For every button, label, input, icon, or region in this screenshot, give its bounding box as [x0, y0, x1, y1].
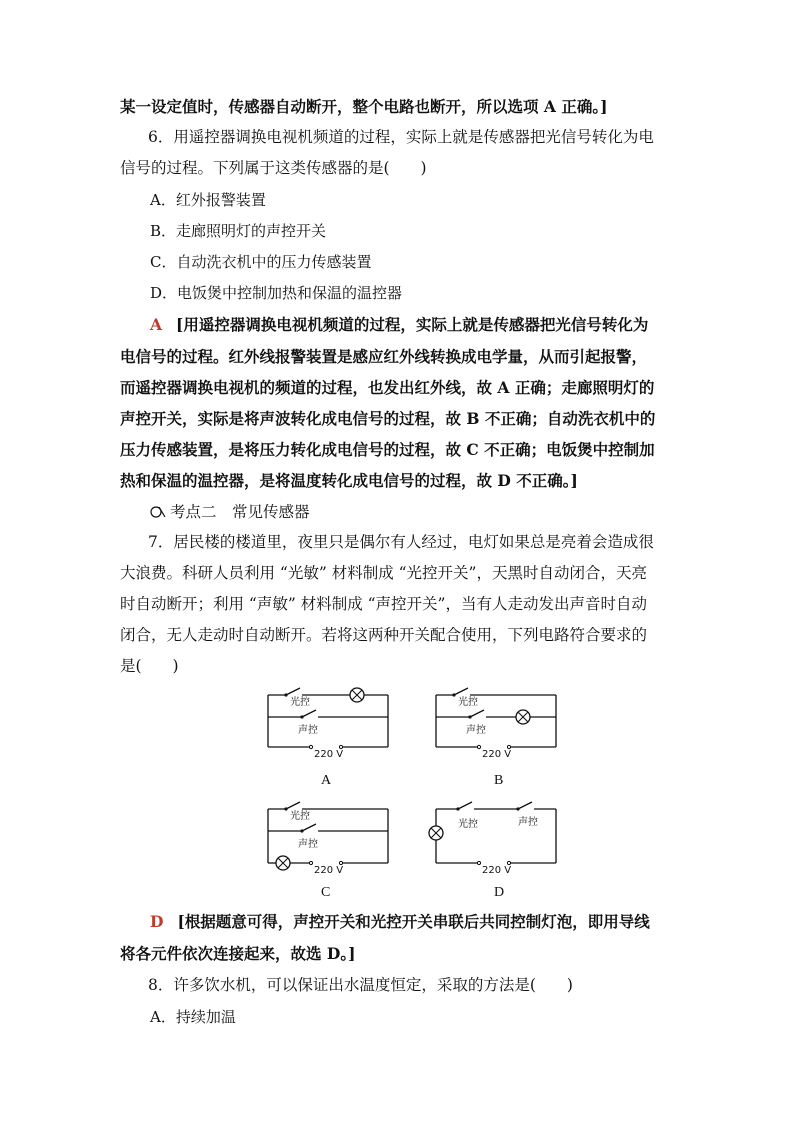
q7-stem-line4: 闭合，无人走动时自动断开。若将这两种开关配合使用，下列电路符合要求的 [120, 626, 648, 644]
q6-stem-line1: 6．用遥控器调换电视机频道的过程，实际上就是传感器把光信号转化为电 [148, 128, 654, 146]
q6-option-c: C．自动洗衣机中的压力传感装置 [150, 253, 372, 271]
circuit-c-label: C [321, 885, 331, 900]
circuit-b-label: B [494, 773, 504, 788]
q6-explanation-line5: 压力传感装置，是将压力转化成电信号的过程，故 C 不正确；电饭煲中控制加 [120, 440, 655, 459]
circuit-d-voltage: 220 V [482, 865, 512, 876]
circuit-b-sound-label: 声控 [466, 725, 486, 736]
circuit-c-sound-label: 声控 [298, 839, 318, 850]
q6-explanation-line2: 电信号的过程。红外线报警装置是感应红外线转换成电学量，从而引起报警， [120, 347, 648, 366]
q7-explanation-line2: 将各元件依次连接起来，故选 D。] [120, 944, 356, 963]
circuit-d [430, 797, 565, 881]
q6-explanation-line4: 声控开关，实际是将声波转化成电信号的过程，故 B 不正确；自动洗衣机中的 [120, 409, 656, 428]
q7-explanation-text1: [根据题意可得，声控开关和光控开关串联后共同控制灯泡，即用导线 [177, 912, 650, 931]
circuit-d-light-label: 光控 [458, 819, 478, 830]
q7-stem-line5: 是( ) [120, 657, 179, 675]
q6-stem-line2: 信号的过程。下列属于这类传感器的是( ) [120, 159, 427, 177]
circuit-b [430, 685, 565, 764]
q6-explanation-line6: 热和保温的温控器，是将温度转化成电信号的过程，故 D 不正确。] [120, 471, 578, 490]
circuit-b-light-label: 光控 [458, 697, 478, 708]
section-title-text: 考点二 常见传感器 [170, 503, 310, 521]
circuit-c-voltage: 220 V [314, 865, 344, 876]
q6-explanation-text1: [用遥控器调换电视机频道的过程，实际上就是传感器把光信号转化为 [176, 315, 649, 334]
q6-explanation-line1 [150, 315, 648, 335]
previous-answer-tail: 某一设定值时，传感器自动断开，整个电路也断开，所以选项 A 正确。] [120, 97, 608, 116]
q7-explanation-line1 [150, 912, 650, 932]
circuit-a-voltage: 220 V [314, 749, 344, 760]
q7-answer-letter: D [150, 912, 164, 931]
circuit-a [262, 685, 397, 764]
q6-explanation-line3: 而遥控器调换电视机的频道的过程，也发出红外线，故 A 正确；走廊照明灯的 [120, 378, 655, 397]
q7-stem-line3: 时自动断开；利用 “声敏” 材料制成 “声控开关”，当有人走动发出声音时自动 [120, 595, 647, 613]
q8-stem: 8．许多饮水机，可以保证出水温度恒定，采取的方法是( ) [148, 976, 573, 994]
circuit-b-voltage: 220 V [482, 749, 512, 760]
q8-option-a: A．持续加温 [150, 1008, 236, 1026]
q7-stem-line1: 7．居民楼的楼道里，夜里只是偶尔有人经过，电灯如果总是亮着会造成很 [148, 533, 654, 551]
q7-stem-line2: 大浪费。科研人员利用 “光敏” 材料制成 “光控开关”，天黑时自动闭合，天亮 [120, 564, 647, 582]
circuit-c [262, 797, 397, 881]
circuit-a-label: A [321, 773, 332, 788]
q6-answer-letter: A [150, 315, 163, 334]
q6-option-b: B．走廊照明灯的声控开关 [150, 222, 327, 240]
circuit-d-label: D [494, 885, 505, 900]
q6-option-d: D．电饭煲中控制加热和保温的温控器 [150, 284, 403, 302]
section-title [150, 502, 310, 522]
section-marker-icon [150, 504, 166, 518]
circuit-c-light-label: 光控 [290, 811, 310, 822]
q6-option-a: A．红外报警装置 [150, 191, 266, 209]
circuit-d-sound-label: 声控 [518, 817, 538, 828]
circuit-a-sound-label: 声控 [298, 725, 318, 736]
circuit-a-light-label: 光控 [290, 697, 310, 708]
